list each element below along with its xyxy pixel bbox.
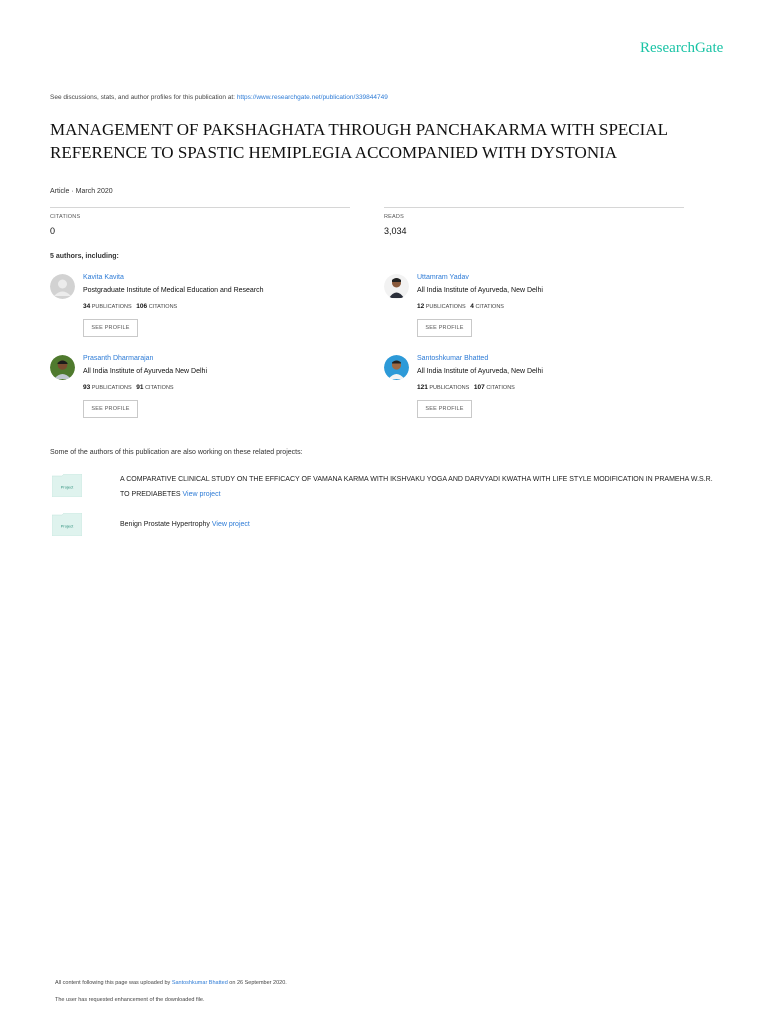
see-profile-button[interactable]: SEE PROFILE	[417, 319, 472, 337]
person-silhouette-icon	[50, 274, 75, 299]
author-institution: All India Institute of Ayurveda, New Delhi	[417, 287, 543, 294]
citations-label: CITATIONS	[50, 214, 81, 220]
person-photo-icon	[384, 274, 409, 299]
project-item	[120, 517, 720, 532]
view-project-link[interactable]: View project	[211, 521, 250, 528]
view-project-link[interactable]: View project	[182, 491, 221, 498]
publications-label: PUBLICATIONS	[91, 385, 132, 391]
publications-count: 34	[83, 303, 91, 310]
citations-count: 4	[470, 303, 474, 310]
author-stats	[417, 384, 515, 391]
author-stats	[417, 303, 504, 310]
citations-label: CITATIONS	[486, 385, 515, 391]
divider-reads	[384, 207, 684, 208]
citations-label: CITATIONS	[145, 385, 174, 391]
see-discussions-line	[50, 94, 388, 101]
avatar[interactable]	[384, 274, 409, 299]
project-title: Benign Prostate Hypertrophy	[120, 521, 210, 528]
citations-label: CITATIONS	[475, 304, 504, 310]
reads-label: READS	[384, 214, 404, 220]
publications-label: PUBLICATIONS	[425, 304, 466, 310]
related-projects-heading: Some of the authors of this publication are also working on these related projects:	[50, 449, 303, 456]
project-title: A COMPARATIVE CLINICAL STUDY ON THE EFFICACY OF VAMANA KARMA WITH IKSHVAKU YOGA AND DARVYADI KWATHA WITH LIFE STYLE MODIFICATION IN PRAMEHA W.S.R. TO PREDIABETES	[120, 476, 713, 498]
publication-title: MANAGEMENT OF PAKSHAGHATA THROUGH PANCHAKARMA WITH SPECIAL REFERENCE TO SPASTIC HEMIPLEGIA ACCOMPANIED WITH DYSTONIA	[50, 120, 668, 162]
publication-meta: Article · March 2020	[50, 188, 113, 195]
author-name[interactable]: Uttamram Yadav	[417, 274, 469, 281]
project-folder-icon[interactable]	[52, 513, 82, 536]
avatar[interactable]	[50, 355, 75, 380]
citations-count: 91	[136, 384, 144, 391]
avatar[interactable]	[50, 274, 75, 299]
author-stats	[83, 384, 174, 391]
project-icon-label: Project	[60, 523, 74, 529]
project-folder-icon[interactable]	[52, 474, 82, 497]
author-institution: All India Institute of Ayurveda, New Delhi	[417, 368, 543, 375]
person-photo-icon	[50, 355, 75, 380]
project-icon-label: Project	[60, 484, 74, 490]
author-card	[384, 274, 684, 344]
see-profile-button[interactable]: SEE PROFILE	[83, 400, 138, 418]
author-name[interactable]: Santoshkumar Bhatted	[417, 355, 489, 362]
person-photo-icon	[384, 355, 409, 380]
author-card	[384, 355, 684, 425]
see-discussions-text: See discussions, stats, and author profiles for this publication at:	[50, 94, 235, 101]
author-institution: All India Institute of Ayurveda New Delhi	[83, 368, 207, 375]
citations-count: 107	[473, 384, 485, 391]
citations-value: 0	[50, 226, 56, 236]
authors-heading: 5 authors, including:	[50, 253, 119, 260]
publications-count: 12	[417, 303, 425, 310]
publications-count: 93	[83, 384, 91, 391]
publication-url-link[interactable]: https://www.researchgate.net/publication/339844749	[236, 94, 388, 101]
avatar[interactable]	[384, 355, 409, 380]
author-name[interactable]: Kavita Kavita	[83, 274, 124, 281]
reads-value: 3,034	[384, 226, 407, 236]
publications-count: 121	[417, 384, 428, 391]
author-stats	[83, 303, 177, 310]
upload-notice-prefix: All content following this page was uploaded by	[55, 980, 171, 986]
citations-count: 106	[136, 303, 148, 310]
divider-citations	[50, 207, 350, 208]
enhancement-note: The user has requested enhancement of the downloaded file.	[55, 997, 205, 1003]
citations-label: CITATIONS	[148, 304, 178, 310]
project-item	[120, 472, 720, 502]
upload-notice-suffix: on 26 September 2020.	[229, 980, 287, 986]
author-card	[50, 274, 350, 344]
author-name[interactable]: Prasanth Dharmarajan	[83, 355, 154, 362]
researchgate-logo[interactable]: ResearchGate	[640, 40, 724, 56]
see-profile-button[interactable]: SEE PROFILE	[417, 400, 472, 418]
upload-notice	[55, 980, 287, 986]
author-institution: Postgraduate Institute of Medical Education and Research	[83, 287, 264, 294]
see-profile-button[interactable]: SEE PROFILE	[83, 319, 138, 337]
uploader-link[interactable]: Santoshkumar Bhatted	[171, 980, 228, 986]
author-card	[50, 355, 350, 425]
publications-label: PUBLICATIONS	[91, 304, 132, 310]
publications-label: PUBLICATIONS	[429, 385, 470, 391]
